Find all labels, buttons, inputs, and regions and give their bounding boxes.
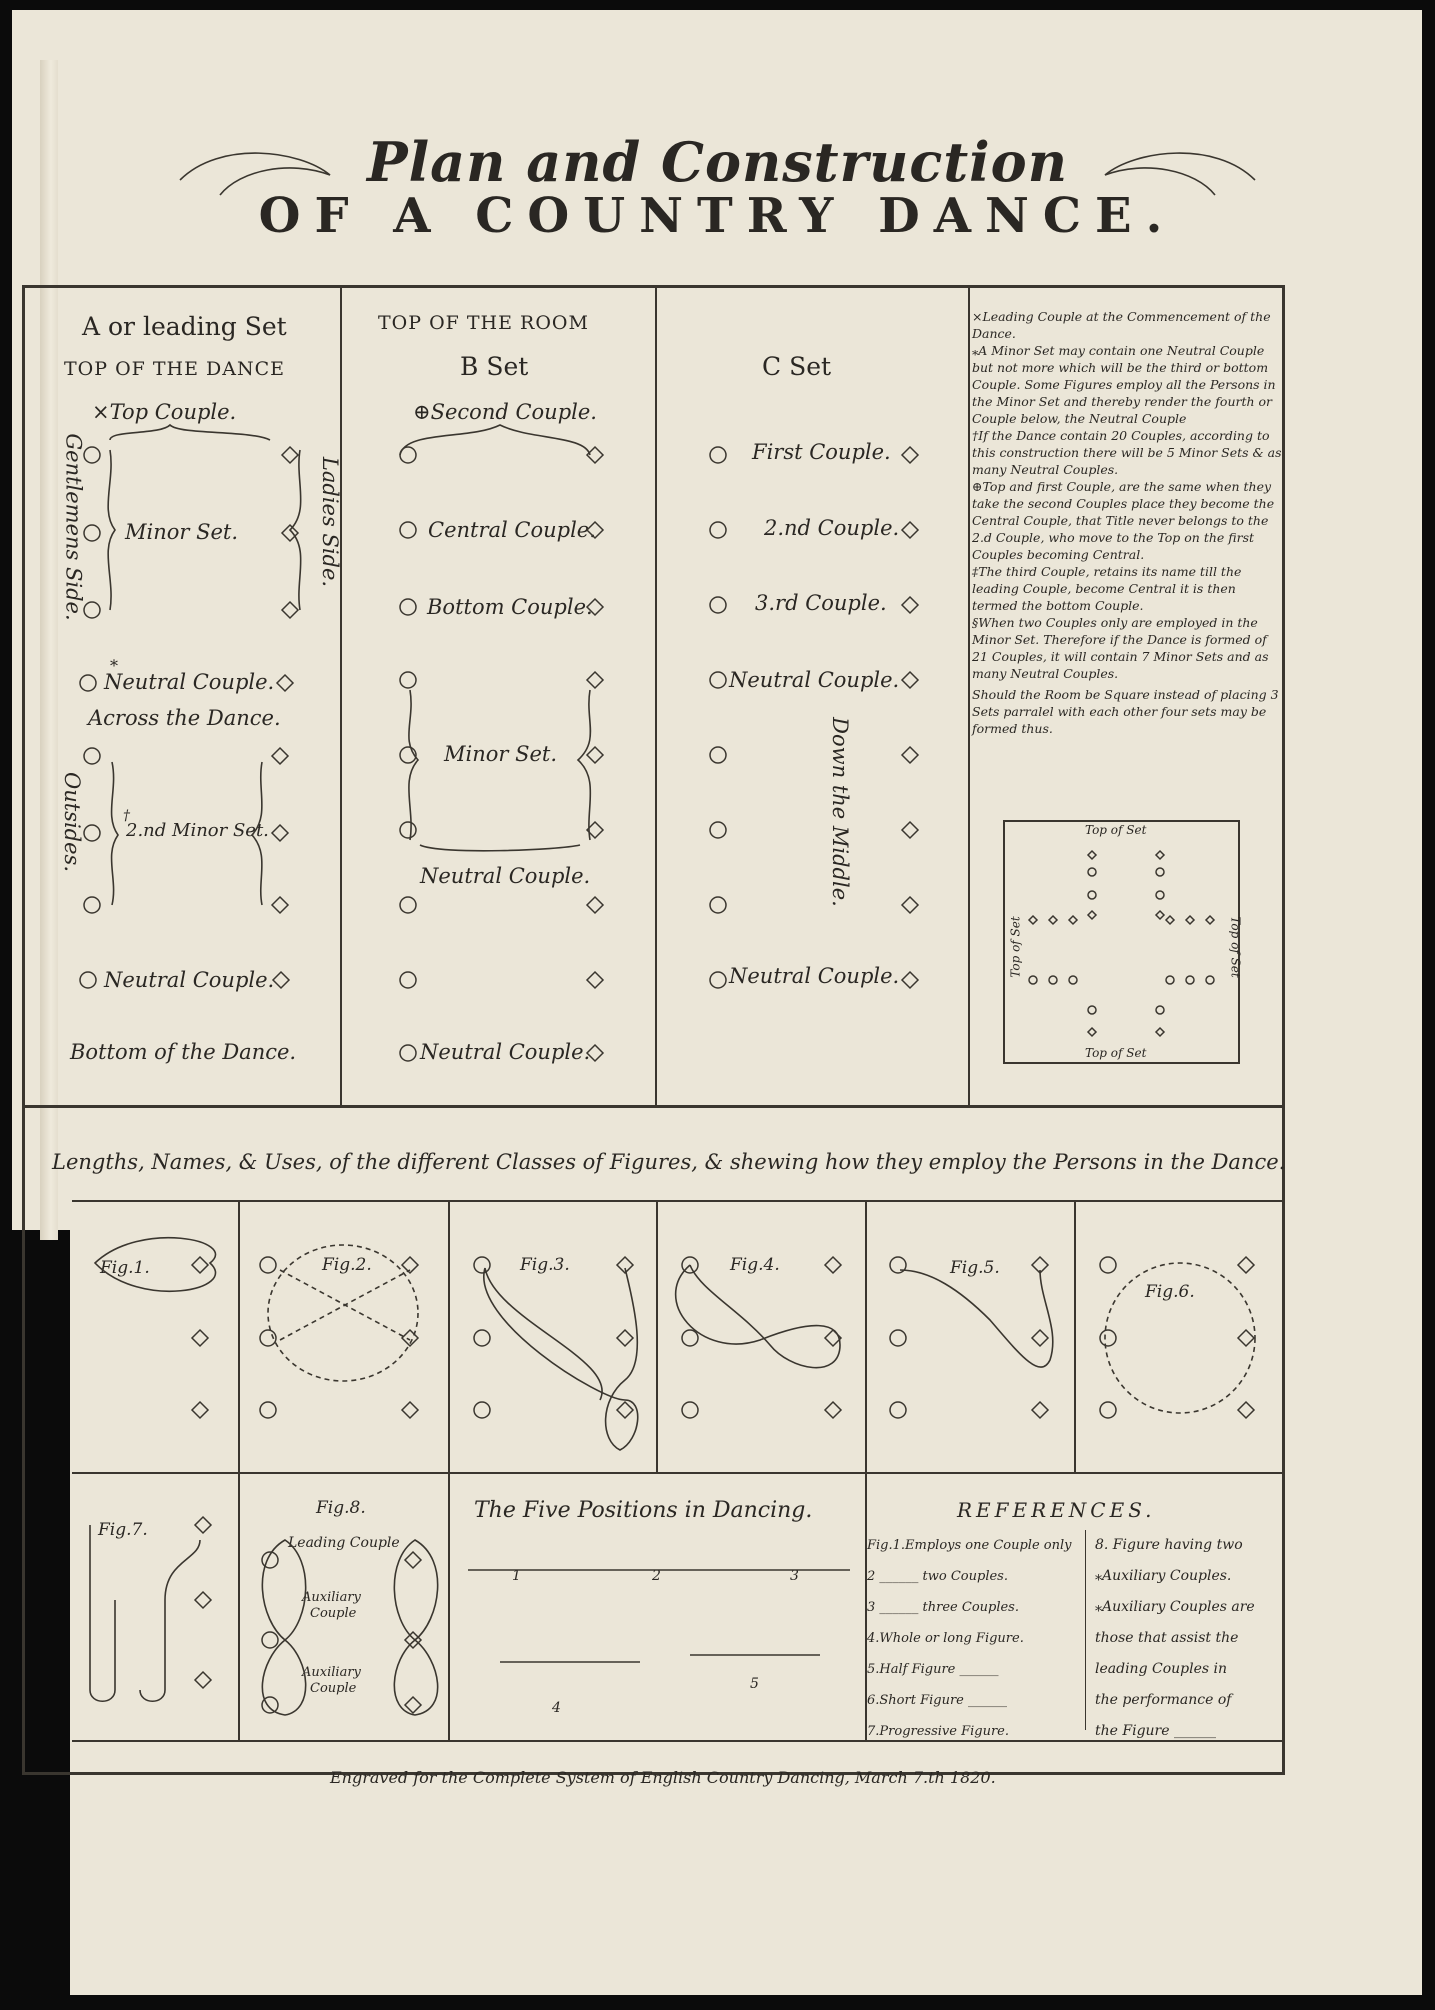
b-neutral-couple-1: Neutral Couple. xyxy=(420,864,591,888)
fig-8-aux1: Auxiliary xyxy=(302,1590,361,1605)
gentleman-marker xyxy=(1049,976,1057,984)
c-down-middle: Down the Middle. xyxy=(827,717,852,907)
gentleman-marker xyxy=(710,672,726,688)
lady-marker xyxy=(272,897,288,913)
ref-left-3: 3 ______ three Couples. xyxy=(867,1600,1019,1615)
lady-marker xyxy=(1186,916,1194,924)
lady-marker xyxy=(405,1632,421,1648)
positions-title: The Five Positions in Dancing. xyxy=(474,1498,813,1523)
lady-marker xyxy=(192,1330,208,1346)
fig-2-label: Fig.2. xyxy=(322,1255,372,1275)
note-5: ‡The third Couple, retains its name till the leading Couple, become Central it is then termed the bottom Couple. xyxy=(972,564,1242,613)
lady-marker xyxy=(825,1257,841,1273)
gentleman-marker xyxy=(710,897,726,913)
gentleman-marker xyxy=(710,822,726,838)
gentleman-marker xyxy=(710,972,726,988)
a-set-heading: A or leading Set xyxy=(82,312,287,341)
position-1: 1 xyxy=(512,1568,521,1584)
lady-marker xyxy=(1069,916,1077,924)
lady-marker xyxy=(1088,1028,1096,1036)
gentleman-marker xyxy=(890,1257,906,1273)
fig3-path xyxy=(484,1268,638,1450)
dancer-markers xyxy=(80,447,1254,1713)
gentleman-marker xyxy=(400,1045,416,1061)
fig-4-label: Fig.4. xyxy=(730,1255,780,1275)
gentleman-marker xyxy=(400,822,416,838)
gentleman-marker xyxy=(1088,868,1096,876)
fig-7-label: Fig.7. xyxy=(98,1520,148,1540)
fig-5-label: Fig.5. xyxy=(950,1258,1000,1278)
b-brace-bottom xyxy=(420,845,580,851)
gentleman-marker xyxy=(80,675,96,691)
lady-marker xyxy=(587,747,603,763)
b-set-heading: B Set xyxy=(460,352,529,381)
lady-marker xyxy=(617,1402,633,1418)
fig7-path xyxy=(90,1525,200,1701)
lady-marker xyxy=(192,1257,208,1273)
ref-left-5: 5.Half Figure ______ xyxy=(867,1662,999,1677)
gentleman-marker xyxy=(84,748,100,764)
lady-marker xyxy=(1166,916,1174,924)
lady-marker xyxy=(402,1402,418,1418)
position-5: 5 xyxy=(750,1676,759,1692)
ref-left-1: Fig.1.Employs one Couple only xyxy=(867,1538,1072,1553)
lady-marker xyxy=(902,972,918,988)
lady-marker xyxy=(1049,916,1057,924)
c-neutral-couple-1: Neutral Couple. xyxy=(729,668,900,692)
gentleman-marker xyxy=(1166,976,1174,984)
gentleman-marker xyxy=(260,1257,276,1273)
gentleman-marker xyxy=(890,1330,906,1346)
ref-right-7: the Figure ______ xyxy=(1095,1723,1216,1739)
gentleman-marker xyxy=(262,1697,278,1713)
lady-marker xyxy=(1088,911,1096,919)
c-set-heading: C Set xyxy=(762,352,832,381)
fig6-circle xyxy=(1105,1263,1255,1413)
lady-marker xyxy=(902,822,918,838)
lady-marker xyxy=(282,602,298,618)
fig-6-label: Fig.6. xyxy=(1145,1282,1195,1302)
note-3: †If the Dance contain 20 Couples, according to this construction there will be 5 Minor Sets & as many Neutral Couples. xyxy=(972,428,1282,477)
ref-right-4: those that assist the xyxy=(1095,1630,1239,1646)
a-brace-left xyxy=(108,450,115,610)
a-second-minor-set: 2.nd Minor Set. xyxy=(126,820,269,841)
gentleman-marker xyxy=(1156,1006,1164,1014)
ref-right-1: 8. Figure having two xyxy=(1095,1537,1243,1553)
gentleman-marker xyxy=(400,972,416,988)
lady-marker xyxy=(1238,1402,1254,1418)
square-top-label: Top of Set xyxy=(1085,823,1147,837)
b-central-couple: Central Couple. xyxy=(428,518,596,542)
a-brace-top xyxy=(110,425,270,440)
position-4: 4 xyxy=(552,1700,561,1716)
lady-marker xyxy=(195,1592,211,1608)
lady-marker xyxy=(1238,1330,1254,1346)
ref-right-5: leading Couples in xyxy=(1095,1661,1227,1677)
gentleman-marker xyxy=(400,599,416,615)
gentleman-marker xyxy=(1088,1006,1096,1014)
lady-marker xyxy=(405,1697,421,1713)
gentleman-marker xyxy=(710,447,726,463)
fig-8-aux2: Auxiliary xyxy=(302,1665,361,1680)
lady-marker xyxy=(902,597,918,613)
lady-marker xyxy=(195,1672,211,1688)
note-6: §When two Couples only are employed in the Minor Set. Therefore if the Dance is formed of 21 Couples, it will contain 7 Minor Sets and as many Neutral Couples. xyxy=(972,615,1269,681)
a-gentlemens-side: Gentlemens Side. xyxy=(61,433,86,621)
lady-marker xyxy=(587,897,603,913)
lady-marker xyxy=(1032,1402,1048,1418)
position-2: 2 xyxy=(652,1568,661,1584)
ref-left-6: 6.Short Figure ______ xyxy=(867,1693,1007,1708)
a-neutral-couple-1: Neutral Couple. xyxy=(104,670,275,694)
gentleman-marker xyxy=(1100,1330,1116,1346)
gentleman-marker xyxy=(400,522,416,538)
gentleman-marker xyxy=(84,897,100,913)
ref-right-3: ⁎Auxiliary Couples are xyxy=(1095,1599,1255,1615)
note-2: ⁎A Minor Set may contain one Neutral Couple but not more which will be the third or bottom Couple. Some Figures employ all the Persons in the Minor Set and thereby render the fourth or Couple below, the Neutral Couple xyxy=(972,343,1276,426)
references-title: REFERENCES. xyxy=(957,1498,1156,1522)
a-bottom: Bottom of the Dance. xyxy=(70,1040,297,1064)
gentleman-marker xyxy=(84,447,100,463)
lady-marker xyxy=(587,599,603,615)
a-set-subheading: TOP OF THE DANCE xyxy=(64,358,286,380)
flourish-left xyxy=(180,153,330,195)
a-neutral-couple-2: Neutral Couple. xyxy=(104,968,275,992)
title-line-1: Plan and Construction xyxy=(367,130,1068,194)
fig1-path xyxy=(95,1238,216,1292)
fig-1-label: Fig.1. xyxy=(100,1258,150,1278)
fig8-right xyxy=(394,1540,437,1715)
gentleman-marker xyxy=(890,1402,906,1418)
lady-marker xyxy=(902,747,918,763)
lady-marker xyxy=(272,825,288,841)
lady-marker xyxy=(587,522,603,538)
a-outsides: Outsides. xyxy=(60,772,84,872)
gentleman-marker xyxy=(400,672,416,688)
b-top-room: TOP OF THE ROOM xyxy=(378,312,589,334)
lady-marker xyxy=(902,522,918,538)
lady-marker xyxy=(405,1552,421,1568)
fig-8-label: Fig.8. xyxy=(316,1498,366,1518)
b-minor-set: Minor Set. xyxy=(444,742,558,766)
lady-marker xyxy=(587,972,603,988)
footer-engraving: Engraved for the Complete System of English Country Dancing, March 7.th 1820. xyxy=(330,1768,996,1787)
c-neutral-couple-2: Neutral Couple. xyxy=(729,964,900,988)
fig2-cross xyxy=(280,1270,410,1340)
gentleman-marker xyxy=(682,1402,698,1418)
lady-marker xyxy=(1032,1330,1048,1346)
ref-right-6: the performance of xyxy=(1095,1692,1232,1708)
ref-right-2: ⁎Auxiliary Couples. xyxy=(1095,1568,1232,1584)
fig-8-aux2b: Couple xyxy=(310,1681,357,1696)
gentleman-marker xyxy=(474,1402,490,1418)
gentleman-marker xyxy=(474,1257,490,1273)
gentleman-marker xyxy=(1029,976,1037,984)
ref-left-2: 2 ______ two Couples. xyxy=(867,1569,1008,1584)
c-third-couple: 3.rd Couple. xyxy=(755,591,887,615)
ref-left-7: 7.Progressive Figure. xyxy=(867,1724,1010,1739)
gentleman-marker xyxy=(1088,891,1096,899)
lady-marker xyxy=(1206,916,1214,924)
fig5-path xyxy=(900,1270,1053,1367)
position-3: 3 xyxy=(790,1568,799,1584)
gentleman-marker xyxy=(400,447,416,463)
lady-marker xyxy=(617,1330,633,1346)
gentleman-marker xyxy=(474,1330,490,1346)
gentleman-marker xyxy=(1206,976,1214,984)
square-bottom-label: Top of Set xyxy=(1085,1046,1147,1060)
a-neutral-mark: ⁎ xyxy=(110,651,118,670)
gentleman-marker xyxy=(84,525,100,541)
positions-floor xyxy=(468,1570,850,1662)
gentleman-marker xyxy=(1156,868,1164,876)
b-neutral-couple-2: Neutral Couple. xyxy=(420,1040,591,1064)
gentleman-marker xyxy=(1186,976,1194,984)
lady-marker xyxy=(902,672,918,688)
c-first-couple: First Couple. xyxy=(752,440,891,464)
gentleman-marker xyxy=(84,602,100,618)
gentleman-marker xyxy=(1156,891,1164,899)
gentleman-marker xyxy=(1069,976,1077,984)
lady-marker xyxy=(1156,1028,1164,1036)
a-across: Across the Dance. xyxy=(88,706,281,730)
fig2-circle xyxy=(268,1245,418,1381)
square-right-label: Top of Set xyxy=(1228,916,1243,978)
a-ladies-side: Ladies Side. xyxy=(318,456,343,588)
lady-marker xyxy=(1238,1257,1254,1273)
gentleman-marker xyxy=(1100,1402,1116,1418)
a-top-couple: ×Top Couple. xyxy=(92,400,237,424)
fig8-left xyxy=(262,1540,305,1715)
title-line-2: OF A COUNTRY DANCE. xyxy=(258,188,1177,244)
lady-marker xyxy=(195,1517,211,1533)
lady-marker xyxy=(587,1045,603,1061)
lady-marker xyxy=(1156,911,1164,919)
note-1: ×Leading Couple at the Commencement of the Dance. xyxy=(972,309,1271,341)
lengths-heading: Lengths, Names, & Uses, of the different Classes of Figures, & shewing how they employ the Persons in the Dance. xyxy=(52,1150,1286,1174)
lady-marker xyxy=(273,972,289,988)
lady-marker xyxy=(902,897,918,913)
flourish-right xyxy=(1105,153,1255,195)
gentleman-marker xyxy=(710,522,726,538)
lady-marker xyxy=(1088,851,1096,859)
gentleman-marker xyxy=(80,972,96,988)
lady-marker xyxy=(902,447,918,463)
b-bottom-couple: Bottom Couple. xyxy=(427,595,593,619)
fig-8-aux1b: Couple xyxy=(310,1606,357,1621)
a-brace-left-2 xyxy=(112,762,118,905)
c-second-couple: 2.nd Couple. xyxy=(764,516,900,540)
lady-marker xyxy=(282,447,298,463)
lady-marker xyxy=(1029,916,1037,924)
lady-marker xyxy=(272,748,288,764)
fig-8-leading: Leading Couple xyxy=(288,1535,400,1551)
a-brace-right-2 xyxy=(252,762,262,905)
b-brace-right xyxy=(578,690,590,840)
fig-3-label: Fig.3. xyxy=(520,1255,570,1275)
gentleman-marker xyxy=(260,1402,276,1418)
a-dagger: † xyxy=(123,808,130,824)
lady-marker xyxy=(587,672,603,688)
square-left-label: Top of Set xyxy=(1008,916,1023,978)
gentleman-marker xyxy=(400,897,416,913)
lady-marker xyxy=(277,675,293,691)
note-4: ⊕Top and first Couple, are the same when they take the second Couples place they become the Central Couple, that Title never belongs to the 2.d Couple, who move to the Top on the first Couples becoming Central. xyxy=(972,479,1275,562)
b-second-couple: ⊕Second Couple. xyxy=(413,400,597,424)
lady-marker xyxy=(825,1402,841,1418)
gentleman-marker xyxy=(682,1330,698,1346)
lady-marker xyxy=(1156,851,1164,859)
a-minor-set: Minor Set. xyxy=(125,520,239,544)
note-7: Should the Room be Square instead of placing 3 Sets parralel with each other four sets may be formed thus. xyxy=(972,687,1279,736)
gentleman-marker xyxy=(710,747,726,763)
gentleman-marker xyxy=(710,597,726,613)
b-brace-left xyxy=(409,690,418,840)
lady-marker xyxy=(192,1402,208,1418)
gentleman-marker xyxy=(262,1632,278,1648)
gentleman-marker xyxy=(84,825,100,841)
ref-left-4: 4.Whole or long Figure. xyxy=(867,1631,1024,1646)
gentleman-marker xyxy=(1100,1257,1116,1273)
b-brace-top xyxy=(400,425,590,455)
fig4-path xyxy=(676,1265,840,1368)
